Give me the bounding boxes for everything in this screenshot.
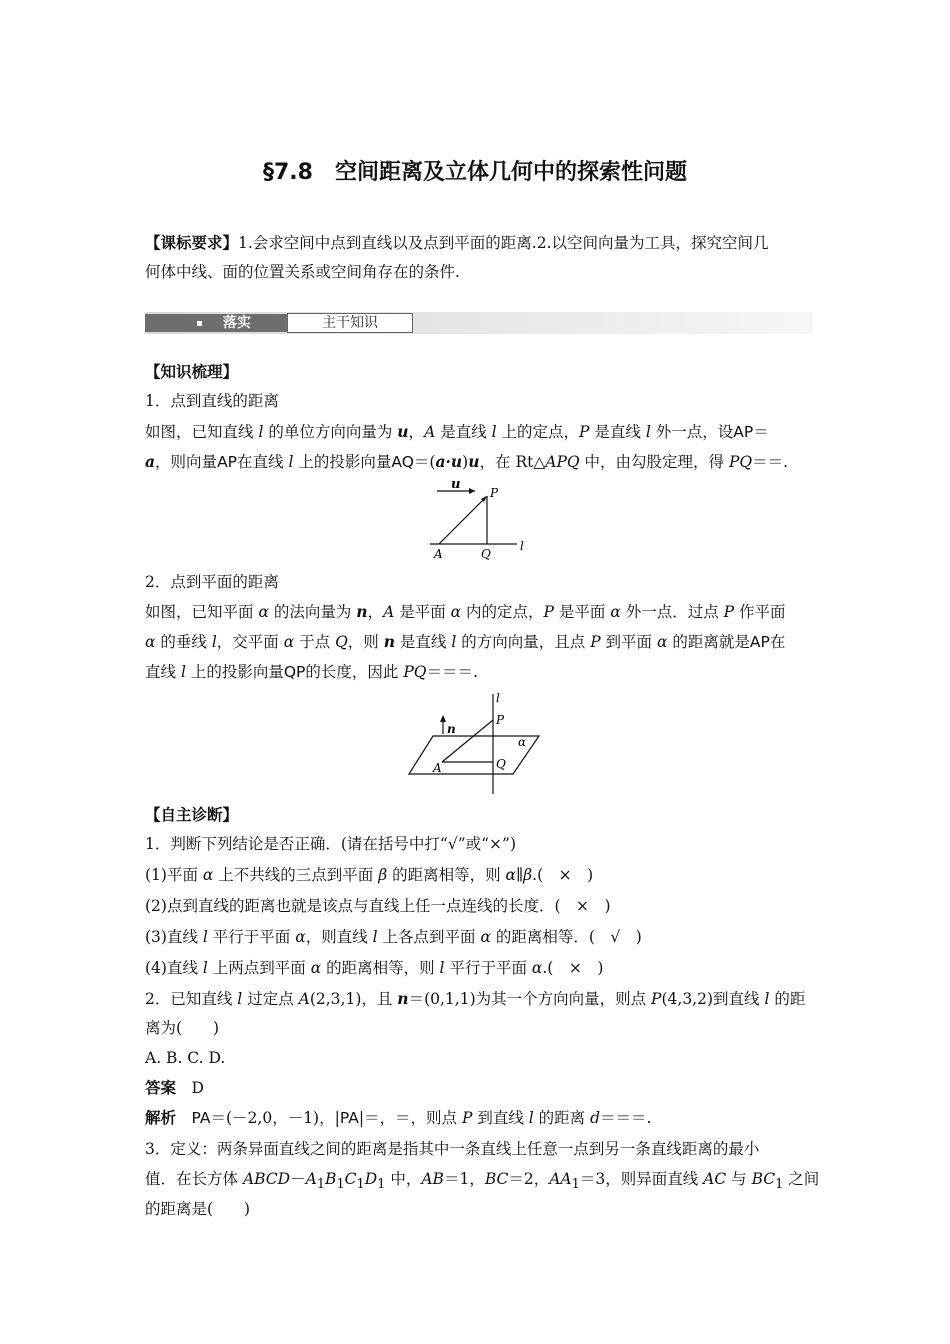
square-bullet-icon (197, 321, 202, 326)
question-2-line-1: 2．已知直线 l 过定点 A(2,3,1)，且 n＝(0,1,1)为其一个方向向量，则点 P(4,3,2)到直线 l 的距 (145, 989, 806, 1008)
label-P: P (490, 486, 499, 500)
page-title: §7.8 空间距离及立体几何中的探索性问题 (263, 160, 687, 185)
label-A: A (434, 547, 443, 561)
answer-mark: × (576, 897, 590, 915)
answer-label: 答案 (145, 1079, 177, 1097)
normal-n-arrowhead-icon (440, 715, 446, 722)
question-1-4: (4)直线 l 上两点到平面 α 的距离相等，则 l 平行于平面 α.( × ) (145, 959, 604, 977)
item2-text-line-3: 直线 l 上的投影向量QP的长度，因此 PQ＝＝＝. (145, 663, 478, 681)
label-u: u (451, 478, 461, 492)
question-3-line-3: 的距离是( ) (145, 1200, 251, 1218)
question-3-line-1: 3．定义：两条异面直线之间的距离是指其中一条直线上任意一点到另一条直线距离的最小 (145, 1140, 760, 1158)
knowledge-tag: 【知识梳理】 (145, 363, 239, 381)
question-1-1: (1)平面 α 上不共线的三点到平面 β 的距离相等，则 α∥β.( × ) (145, 866, 594, 884)
segment-AP (439, 496, 487, 544)
answer-line (145, 1078, 204, 1098)
item2-text-line-1: 如图，已知平面 α 的法向量为 n，A 是平面 α 内的定点，P 是平面 α 外一点．过点 P 作平面 (145, 602, 786, 621)
section-banner (145, 312, 813, 334)
answer-mark: × (558, 866, 572, 884)
answer-mark: × (568, 959, 582, 977)
requirements-line-1: 【课标要求】1.会求空间中点到直线以及点到平面的距离.2.以空间向量为工具，探究空间几 (145, 234, 769, 252)
answer-mark: √ (610, 928, 621, 946)
figure-point-to-line (425, 478, 535, 562)
question-2-line-2: 离为( ) (145, 1019, 220, 1037)
answer-value: D (191, 1079, 204, 1097)
item1-heading: 1．点到直线的距离 (145, 392, 279, 410)
label-n: n (447, 722, 456, 736)
label-A: A (433, 761, 442, 775)
question-1-3: (3)直线 l 平行于平面 α，则直线 l 上各点到平面 α 的距离相等．( √ ) (145, 928, 642, 946)
requirements-line-2: 何体中线、面的位置关系或空间角存在的条件. (145, 263, 460, 281)
question-3-line-2: 值．在长方体 $ABCD-A_1B_1C_1D_1$ 中，AB＝1，BC＝2，$AA_1=3$，则异面直线 AC 与 $BC_1$ 之间 (145, 1170, 820, 1193)
banner-light-tab: 主干知识 (287, 313, 413, 333)
question-2-options: A. B. C. D. (145, 1049, 226, 1067)
label-Q: Q (496, 757, 506, 771)
item2-heading: 2．点到平面的距离 (145, 573, 279, 591)
label-P: P (496, 713, 505, 727)
label-l: l (496, 691, 500, 705)
question-1-2: (2)点到直线的距离也就是该点与直线上任一点连线的长度．( × ) (145, 897, 611, 915)
item2-text-line-2: α 的垂线 l，交平面 α 于点 Q，则 n 是直线 l 的方向向量，且点 P 到平面 α 的距离就是AP在 (145, 632, 786, 651)
vector-u-arrowhead-icon (469, 488, 475, 494)
analysis-line: 解析 PA＝(－2,0，－1)，|PA|＝，＝，则点 P 到直线 l 的距离 d＝＝＝. (145, 1109, 652, 1127)
requirements-tag: 【课标要求】 (145, 234, 239, 252)
item1-text-line-1: 如图，已知直线 l 的单位方向向量为 u，A 是直线 l 上的定点，P 是直线 l 外一点，设AP＝ (145, 422, 769, 441)
banner-dark-tab: 落实 (145, 314, 287, 332)
question-1: 1．判断下列结论是否正确．(请在括号中打“√”或“×”) (145, 835, 517, 853)
analysis-label: 解析 (145, 1109, 177, 1127)
diagnosis-tag: 【自主诊断】 (145, 806, 239, 824)
label-l: l (520, 539, 524, 553)
figure-point-to-plane (405, 688, 545, 798)
label-Q: Q (481, 547, 491, 561)
item1-text-line-2: a，则向量AP在直线 l 上的投影向量AQ＝(a·u)u，在 Rt△APQ 中，由勾股定理，得 PQ＝＝. (145, 452, 789, 471)
label-alpha: α (518, 735, 527, 749)
